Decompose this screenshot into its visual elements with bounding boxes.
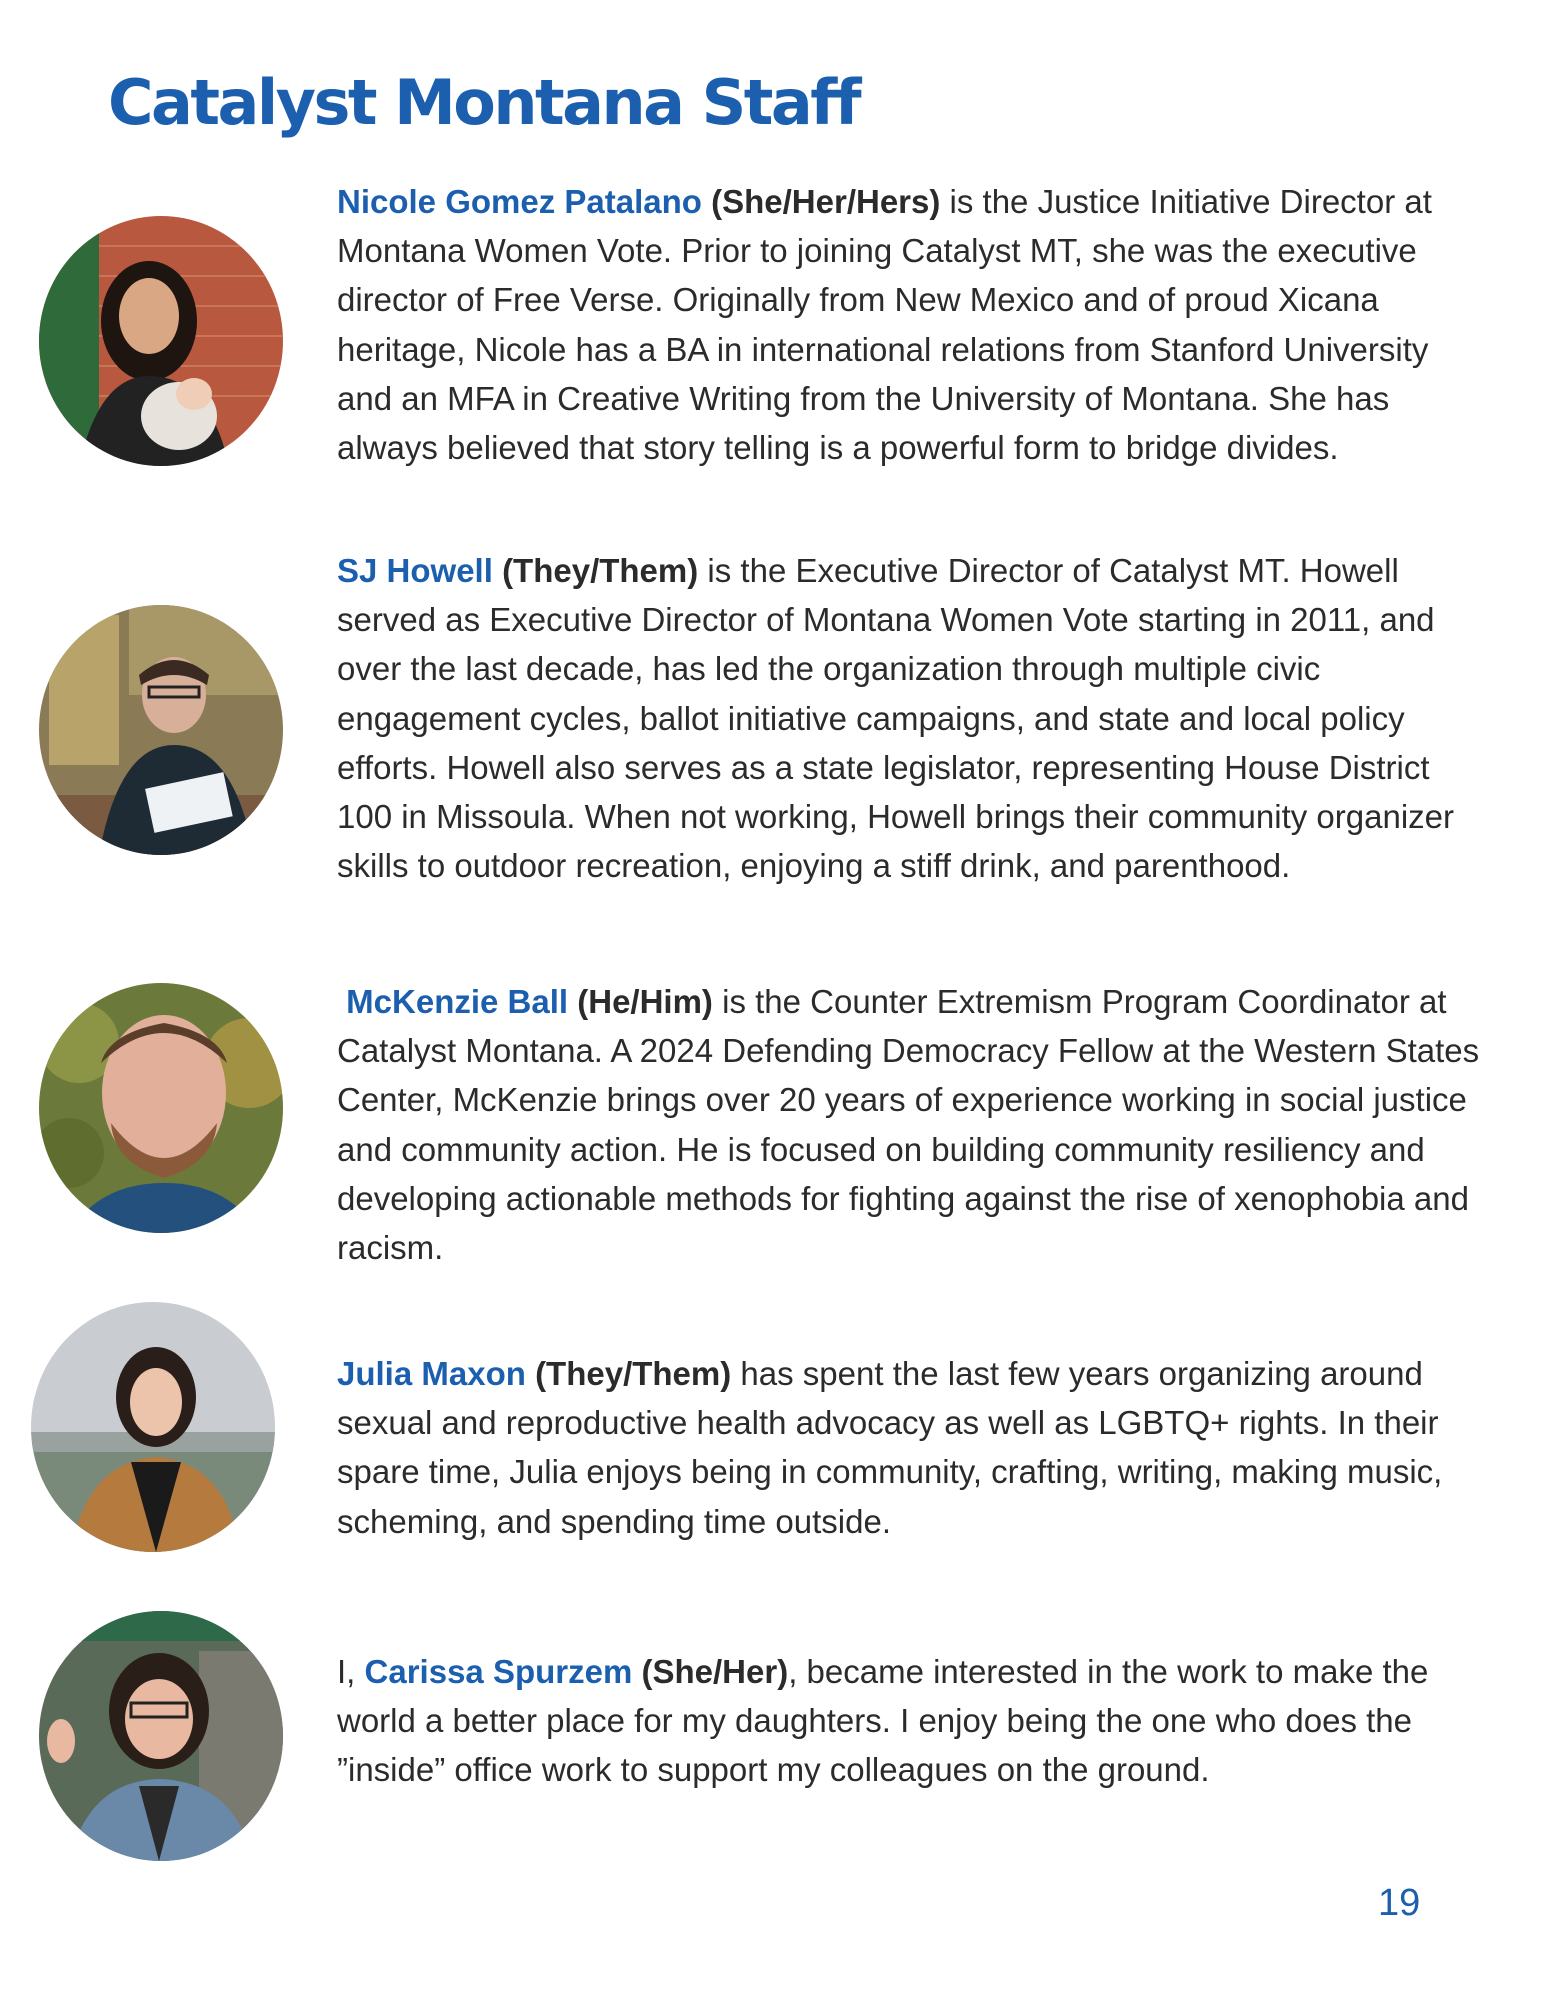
staff-prefix: I,	[337, 1653, 365, 1690]
staff-photo-mckenzie-ball	[39, 983, 283, 1233]
staff-photo-carissa-spurzem	[39, 1611, 283, 1861]
staff-pronouns: (They/Them)	[502, 552, 699, 589]
page-title: Catalyst Montana Staff	[108, 66, 860, 139]
staff-bio-text: is the Justice Initiative Director at Montana Women Vote. Prior to joining Catalyst MT, she was the executive director of Free Verse. Originally from New Mexico and of proud Xicana heritage, Nicole has a BA in international relations from Stanford University and an MFA in Creative Writing from the University of Montana. She has always believed that story telling is a powerful form to bridge divides.	[337, 183, 1432, 467]
staff-photo-nicole	[39, 216, 283, 466]
staff-pronouns: (She/Her/Hers)	[711, 183, 941, 220]
staff-pronouns: (He/Him)	[577, 983, 713, 1020]
staff-bio-text: has spent the last few years organizing around sexual and reproductive health advocacy as well as LGBTQ+ rights. In their spare time, Julia enjoys being in community, crafting, writing, making music, scheming, and spending time outside.	[337, 1355, 1443, 1540]
staff-bio-mckenzie-ball	[337, 977, 1487, 1272]
staff-bio-sj-howell	[337, 546, 1487, 890]
staff-pronouns: (She/Her)	[641, 1653, 789, 1690]
staff-bio-julia-maxon	[337, 1349, 1487, 1546]
staff-bio-text: is the Counter Extremism Program Coordinator at Catalyst Montana. A 2024 Defending Democracy Fellow at the Western States Center, McKenzie brings over 20 years of experience working in social justice and community action. He is focused on building community resiliency and developing actionable methods for fighting against the rise of xenophobia and racism.	[337, 983, 1480, 1267]
page-number: 19	[1378, 1882, 1421, 1924]
staff-photo-sj-howell	[39, 605, 283, 855]
staff-bio-text: , became interested in the work to make the world a better place for my daughters. I enjoy being the one who does the ”inside” office work to support my colleagues on the ground.	[337, 1653, 1429, 1789]
staff-name: Nicole Gomez Patalano	[337, 183, 702, 220]
staff-photo-julia-maxon	[31, 1302, 275, 1552]
staff-name: Julia Maxon	[337, 1355, 526, 1392]
staff-name: Carissa Spurzem	[364, 1653, 633, 1690]
staff-pronouns: (They/Them)	[535, 1355, 732, 1392]
staff-bio-carissa-spurzem	[337, 1647, 1487, 1795]
staff-bio-text: is the Executive Director of Catalyst MT. Howell served as Executive Director of Montana Women Vote starting in 2011, and over the last decade, has led the organization through multiple civic engagement cycles, ballot initiative campaigns, and state and local policy efforts. Howell also serves as a state legislator, representing House District 100 in Missoula. When not working, Howell brings their community organizer skills to outdoor recreation, enjoying a stiff drink, and parenthood.	[337, 552, 1454, 885]
staff-name: McKenzie Ball	[346, 983, 569, 1020]
staff-bio-nicole	[337, 177, 1487, 472]
staff-name: SJ Howell	[337, 552, 493, 589]
